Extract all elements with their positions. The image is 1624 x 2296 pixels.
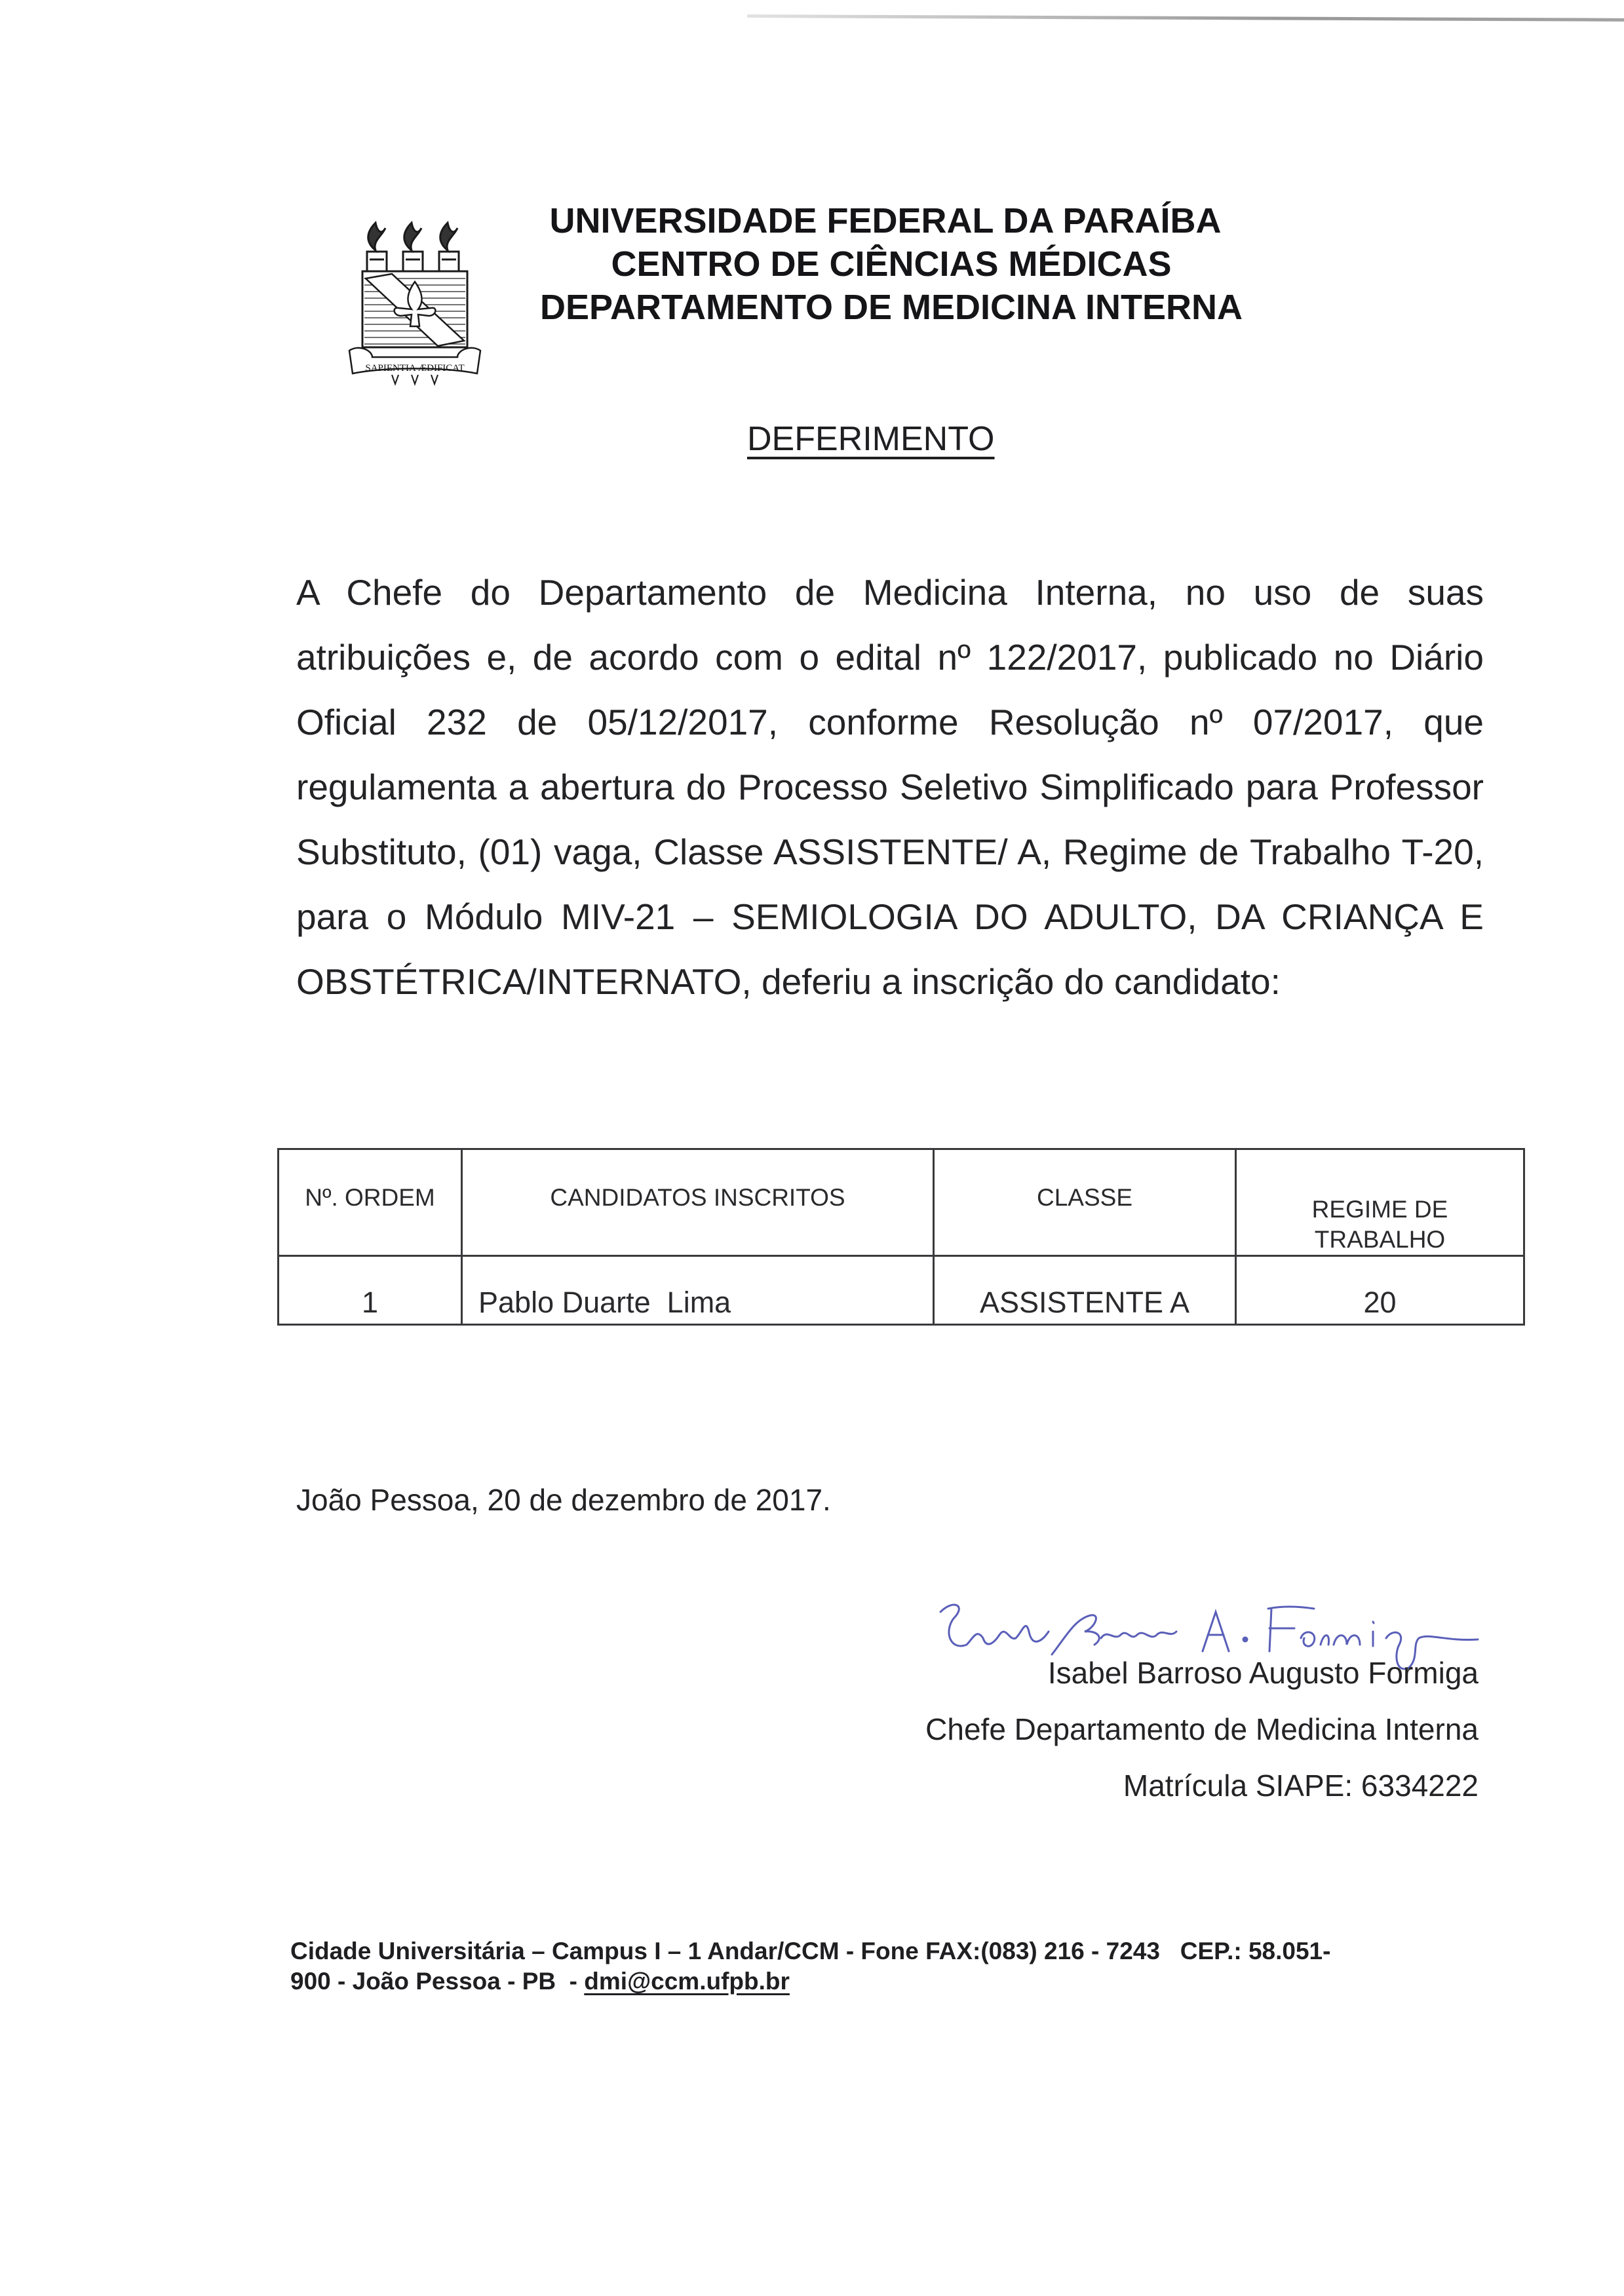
signatory-role: Chefe Departamento de Medicina Interna [925,1712,1479,1746]
cell-candidate-name: Pablo Duarte Lima [462,1256,934,1325]
letterhead [498,199,1285,329]
university-crest-icon [346,216,484,387]
signatory-block [925,1645,1479,1814]
cell-order: 1 [279,1256,462,1325]
header-candidates: CANDIDATOS INSCRITOS [462,1149,934,1256]
footer-line-2-text: 900 - João Pessoa - PB - [290,1968,585,1995]
cell-regime: 20 [1236,1256,1524,1325]
scan-artifact-line [747,14,1624,22]
cell-class: ASSISTENTE A [934,1256,1236,1325]
signatory-name: Isabel Barroso Augusto Formiga [1047,1656,1479,1690]
footer-email-link[interactable]: dmi@ccm.ufpb.br [584,1968,790,1995]
header-regime-text: REGIME DE TRABALHO [1311,1196,1448,1253]
footer-line-2 [290,1966,1509,1997]
footer-address [290,1936,1509,1997]
letterhead-center: CENTRO DE CIÊNCIAS MÉDICAS [611,244,1172,284]
place-date: João Pessoa, 20 de dezembro de 2017. [296,1483,831,1517]
document-title: DEFERIMENTO [747,420,995,458]
table-row [279,1256,1524,1325]
candidates-table [277,1148,1525,1326]
body-paragraph: A Chefe do Departamento de Medicina Interna, no uso de suas atribuições e, de acordo com o edital nº 122/2017, publicado no Diário Oficial 232 de 05/12/2017, conforme Resolução nº 07/2017, que regulamenta a abertura do Processo Seletivo Simplificado para Professor Substituto, (01) vaga, Classe ASSISTENTE/ A, Regime de Trabalho T-20, para o Módulo MIV-21 – SEMIOLOGIA DO ADULTO, DA CRIANÇA E OBSTÉTRICA/INTERNATO, deferiu a inscrição do candidato: [296,572,1484,1002]
header-class: CLASSE [934,1149,1236,1256]
header-order: Nº. ORDEM [279,1149,462,1256]
footer-line-1: Cidade Universitária – Campus I – 1 Andar/CCM - Fone FAX:(083) 216 - 7243 CEP.: 58.051- [290,1938,1331,1964]
crest-motto: SAPIENTIA ÆDIFICAT [365,363,465,373]
signatory-registration: Matrícula SIAPE: 6334222 [1123,1769,1479,1803]
letterhead-university: UNIVERSIDADE FEDERAL DA PARAÍBA [549,201,1222,240]
table-header-row [279,1149,1524,1256]
header-regime [1236,1149,1524,1256]
letterhead-department: DEPARTAMENTO DE MEDICINA INTERNA [539,288,1243,327]
